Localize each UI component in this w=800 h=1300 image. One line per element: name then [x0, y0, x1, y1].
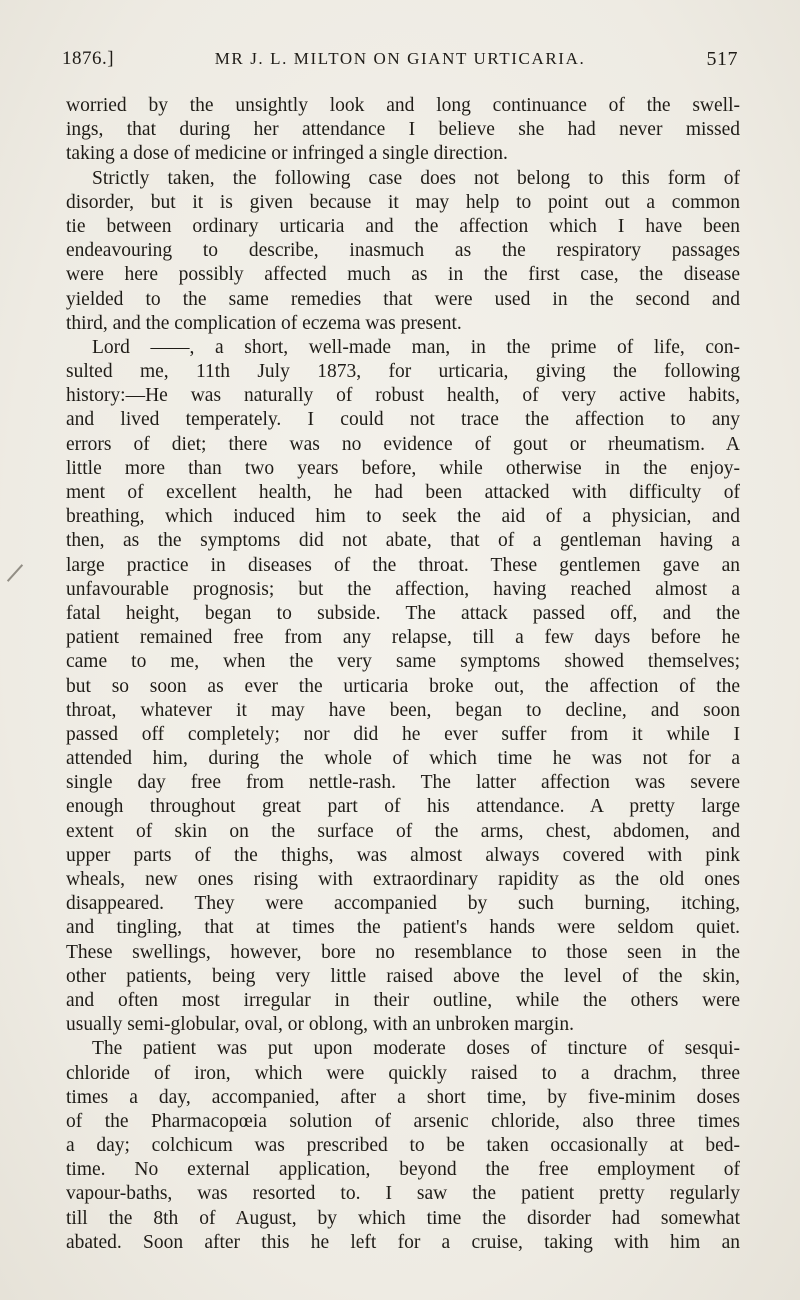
text-line: worried by the unsightly look and long continuance of the swell- — [66, 95, 740, 116]
text-line: errors of diet; there was no evidence of gout or rheumatism. A — [66, 433, 740, 455]
text-line: and often most irregular in their outline, while the others were — [66, 989, 740, 1011]
text-line: taking a dose of medicine or infringed a single direction. — [66, 143, 508, 165]
text-line: enough throughout great part of his attendance. A pretty large — [66, 796, 740, 818]
text-line: abated. Soon after this he left for a cruise, taking with him an — [66, 1231, 740, 1253]
text-line: breathing, which induced him to seek the aid of a physician, and — [66, 506, 740, 528]
text-line: and lived temperately. I could not trace the affection to any — [66, 409, 740, 431]
text-line: usually semi-globular, oval, or oblong, with an unbroken margin. — [66, 1014, 574, 1036]
header-year: 1876.] — [62, 48, 115, 69]
text-line: ment of excellent health, he had been attacked with difficulty of — [66, 482, 740, 503]
text-line: little more than two years before, while otherwise in the enjoy- — [66, 457, 740, 479]
text-line: of the Pharmacopœia solution of arsenic chloride, also three times — [66, 1110, 740, 1132]
text-line: time. No external application, beyond the free employment of — [66, 1159, 740, 1181]
text-line: times a day, accompanied, after a short time, by five-minim doses — [66, 1086, 740, 1108]
text-line: attended him, during the whole of which time he was not for a — [66, 748, 740, 770]
header-title: MR J. L. MILTON ON GIANT URTICARIA. — [214, 49, 586, 68]
text-line: endeavouring to describe, inasmuch as the respiratory passages — [66, 240, 740, 262]
text-line: These swellings, however, bore no resemblance to those seen in the — [66, 941, 740, 963]
text-line: sulted me, 11th July 1873, for urticaria, giving the following — [66, 361, 740, 383]
text-line: The patient was put upon moderate doses of tincture of sesqui- — [92, 1038, 740, 1060]
text-line: Strictly taken, the following case does not belong to this form of — [92, 167, 740, 189]
text-line: came to me, when the very same symptoms showed themselves; — [66, 651, 740, 673]
text-line: fatal height, began to subside. The attack passed off, and the — [66, 602, 740, 624]
margin-pencil-mark — [7, 564, 23, 582]
text-line: till the 8th of August, by which time the disorder had somewhat — [66, 1207, 740, 1229]
running-header — [62, 48, 738, 72]
text-line: passed off completely; nor did he ever suffer from it while I — [66, 723, 740, 745]
text-line: third, and the complication of eczema was present. — [66, 312, 462, 334]
text-line: then, as the symptoms did not abate, that of a gentleman having a — [66, 530, 740, 552]
text-line: wheals, new ones rising with extraordinary rapidity as the old ones — [66, 869, 740, 890]
text-line: upper parts of the thighs, was almost always covered with pink — [66, 844, 740, 866]
text-line: extent of skin on the surface of the arms, chest, abdomen, and — [66, 820, 740, 842]
text-line: were here possibly affected much as in the first case, the disease — [66, 264, 740, 286]
text-line: a day; colchicum was prescribed to be taken occasionally at bed- — [66, 1135, 740, 1157]
text-line: unfavourable prognosis; but the affection, having reached almost a — [66, 578, 740, 600]
text-line: vapour-baths, was resorted to. I saw the patient pretty regularly — [66, 1183, 740, 1205]
text-line: but so soon as ever the urticaria broke out, the affection of the — [66, 675, 740, 697]
text-line: throat, whatever it may have been, began to decline, and soon — [66, 699, 740, 721]
text-line: patient remained free from any relapse, till a few days before he — [66, 627, 740, 649]
text-line: Lord ——, a short, well-made man, in the prime of life, con- — [92, 336, 740, 358]
text-line: large practice in diseases of the throat. These gentlemen gave an — [66, 554, 740, 576]
text-line: ings, that during her attendance I believe she had never missed — [66, 119, 740, 141]
text-line: other patients, being very little raised above the level of the skin, — [66, 965, 740, 987]
text-line: and tingling, that at times the patient's hands were seldom quiet. — [66, 917, 740, 939]
text-line: tie between ordinary urticaria and the affection which I have been — [66, 215, 740, 237]
text-line: history:—He was naturally of robust health, of very active habits, — [66, 385, 740, 407]
text-line: disappeared. They were accompanied by such burning, itching, — [66, 893, 740, 915]
text-line: disorder, but it is given because it may help to point out a common — [66, 191, 740, 213]
text-line: single day free from nettle-rash. The latter affection was severe — [66, 772, 740, 794]
body-text — [66, 94, 740, 1255]
text-line: yielded to the same remedies that were used in the second and — [66, 288, 740, 310]
page-number: 517 — [706, 48, 738, 70]
text-line: chloride of iron, which were quickly raised to a drachm, three — [66, 1062, 740, 1084]
